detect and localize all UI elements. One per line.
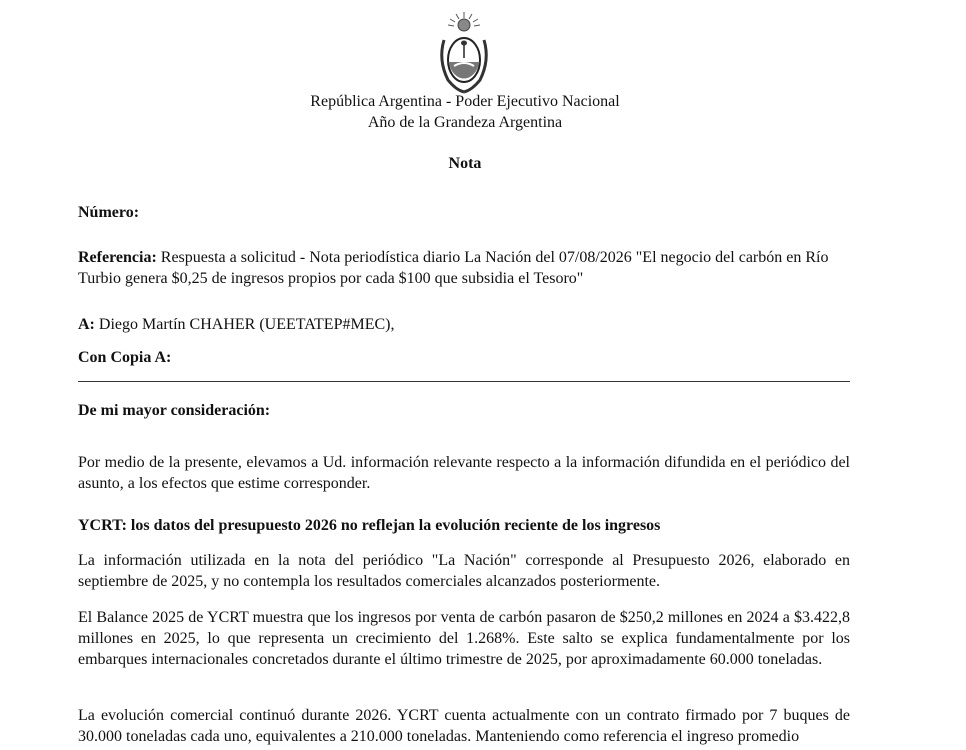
numero-field	[78, 202, 850, 223]
paragraph-1: Por medio de la presente, elevamos a Ud. información relevante respecto a la información difundida en el periódico del asunto, a los efectos que estime corresponder.	[78, 454, 850, 492]
recipient-field	[78, 314, 850, 335]
paragraph-2: La información utilizada en la nota del periódico "La Nación" corresponde al Presupuesto 2026, elaborado en septiembre de 2025, y no contempla los resultados comerciales alcanzados posteriormente.	[78, 552, 850, 590]
header-line-1: República Argentina - Poder Ejecutivo Nacional	[310, 93, 620, 110]
national-coat-of-arms-icon	[434, 10, 494, 96]
copia-label: Con Copia A:	[78, 349, 172, 366]
document-type: Nota	[448, 155, 482, 172]
section-heading: YCRT: los datos del presupuesto 2026 no reflejan la evolución reciente de los ingresos	[78, 517, 661, 534]
recipient-text: Diego Martín CHAHER (UEETATEP#MEC),	[98, 316, 395, 333]
copia-field	[78, 347, 850, 368]
referencia-text: Respuesta a solicitud - Nota periodística diario La Nación del 07/08/2026 "El negocio del carbón en Río Turbio genera $0,25 de ingresos propios por cada $100 que subsidia el Tesoro"	[78, 249, 829, 287]
salutation: De mi mayor consideración:	[78, 402, 271, 419]
numero-label: Número:	[78, 204, 140, 221]
referencia-label: Referencia:	[78, 249, 157, 266]
recipient-label: A:	[78, 316, 95, 333]
referencia-field	[78, 247, 850, 289]
paragraph-4: La evolución comercial continuó durante 2026. YCRT cuenta actualmente con un contrato firmado por 7 buques de 30.000 toneladas cada uno, equivalentes a 210.000 toneladas. Manteniendo como referencia el ingreso promedio	[78, 707, 850, 745]
paragraph-3: El Balance 2025 de YCRT muestra que los ingresos por venta de carbón pasaron de $250,2 millones en 2024 a $3.422,8 millones en 2025, lo que representa un crecimiento del 1.268%. Este salto se explica fundamentalmente por los embarques internacionales concretados durante el último trimestre de 2025, por aproximadamente 60.000 toneladas.	[78, 609, 850, 668]
header-line-2: Año de la Grandeza Argentina	[367, 114, 563, 131]
header-divider	[78, 381, 850, 382]
